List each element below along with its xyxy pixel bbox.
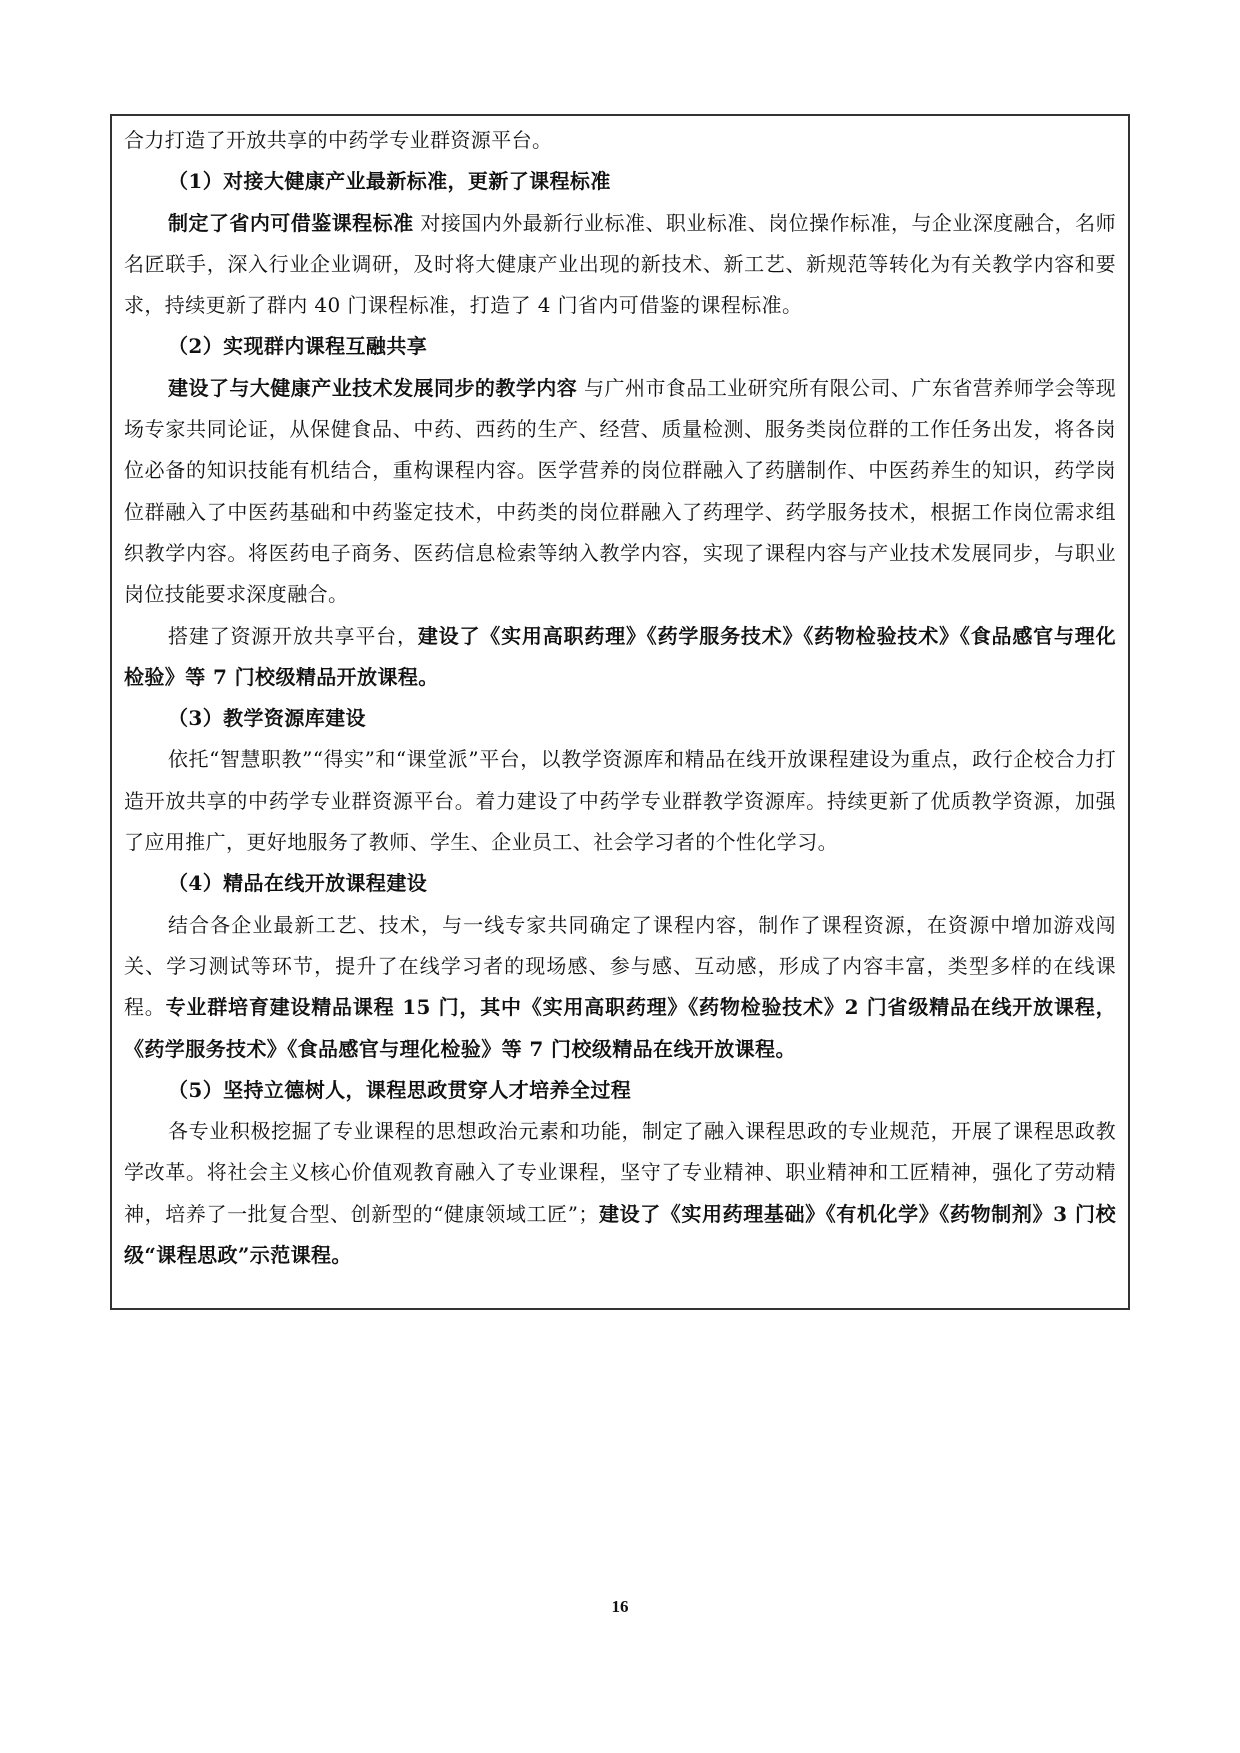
section-heading-3: （3）教学资源库建设 [168, 706, 366, 731]
section-heading-4: （4）精品在线开放课程建设 [168, 871, 428, 896]
section-heading-2: （2）实现群内课程互融共享 [168, 334, 428, 359]
paragraph-resource-library: 依托“智慧职教”“得实”和“课堂派”平台，以教学资源库和精品在线开放课程建设为重点，政行企校合力打造开放共享的中药学专业群资源平台。着力建设了中药学专业群教学资源库。持续更新了优质教学资源，加强了应用推广，更好地服务了教师、学生、企业员工、社会学习者的个性化学习。 [124, 747, 1116, 855]
section-heading-5: （5）坚持立德树人，课程思政贯穿人才培养全过程 [168, 1077, 632, 1102]
paragraph-trailing-bold: 建设了《实用高职药理》《药学服务技术》《药物检验技术》《食品感官与理化检验》等 7 门校级精品开放课程。 [124, 623, 1116, 689]
paragraph-body: 与广州市食品工业研究所有限公司、广东省营养师学会等现场专家共同论证，从保健食品、中药、西药的生产、经营、质量检测、服务类岗位群的工作任务出发，将各岗位必备的知识技能有机结合，重构课程内容。医学营养的岗位群融入了药膳制作、中医药养生的知识，药学岗位群融入了中医药基础和中药鉴定技术，中药类的岗位群融入了药理学、药学服务技术，根据工作岗位需求组织教学内容。将医药电子商务、医药信息检索等纳入教学内容，实现了课程内容与产业技术发展同步，与职业岗位技能要求深度融合。 [124, 375, 1116, 607]
paragraph-body: 搭建了资源开放共享平台， [168, 623, 418, 648]
intro-paragraph: 合力打造了开放共享的中药学专业群资源平台。 [124, 128, 553, 152]
paragraph-ideological-education [124, 1111, 1116, 1276]
paragraph-trailing-bold: 专业群培育建设精品课程 15 门，其中《实用高职药理》《药物检验技术》2 门省级精品在线开放课程，《药学服务技术》《食品感官与理化检验》等 7 门校级精品在线开放课程。 [124, 995, 1116, 1061]
paragraph-open-platform [124, 616, 1116, 699]
paragraph-teaching-content [124, 368, 1116, 616]
paragraph-course-standards [124, 203, 1116, 327]
paragraph-body: 结合各企业最新工艺、技术，与一线专家共同确定了课程内容，制作了课程资源，在资源中增加游戏闯关、学习测试等环节，提升了在线学习者的现场感、参与感、互动感，形成了内容丰富，类型多样的在线课程。 [124, 912, 1116, 1020]
paragraph-online-courses [124, 905, 1116, 1070]
paragraph-body: 各专业积极挖掘了专业课程的思想政治元素和功能，制定了融入课程思政的专业规范，开展了课程思政教学改革。将社会主义核心价值观教育融入了专业课程，坚守了专业精神、职业精神和工匠精神，强化了劳动精神，培养了一批复合型、创新型的“健康领域工匠”； [124, 1119, 1116, 1226]
section-heading-1: （1）对接大健康产业最新标准，更新了课程标准 [168, 169, 611, 194]
page-number: 16 [611, 1597, 629, 1616]
paragraph-lead-bold: 建设了与大健康产业技术发展同步的教学内容 [168, 375, 578, 400]
paragraph-lead-bold: 制定了省内可借鉴课程标准 [168, 210, 414, 235]
paragraph-body: 对接国内外最新行业标准、职业标准、岗位操作标准，与企业深度融合，名师名匠联手，深入行业企业调研，及时将大健康产业出现的新技术、新工艺、新规范等转化为有关教学内容和要求，持续更新了群内 40 门课程标准，打造了 4 门省内可借鉴的课程标准。 [124, 210, 1116, 318]
content-table-cell [110, 114, 1130, 1310]
paragraph-trailing-bold: 建设了《实用药理基础》《有机化学》《药物制剂》3 门校级“课程思政”示范课程。 [124, 1201, 1116, 1268]
